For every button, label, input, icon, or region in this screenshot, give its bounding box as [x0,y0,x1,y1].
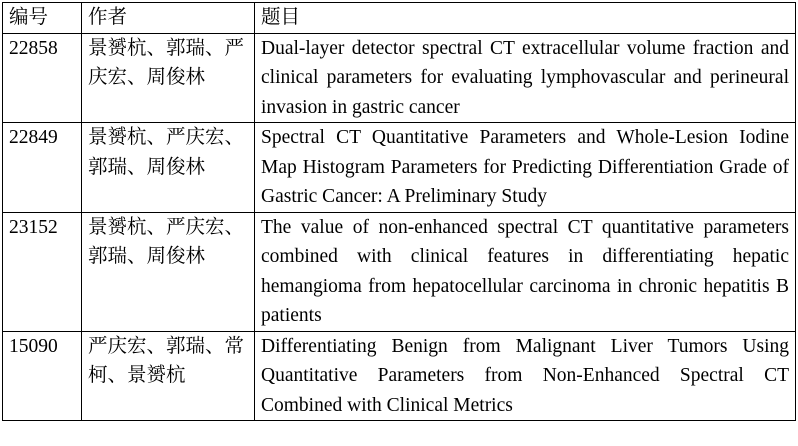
paper-id: 15090 [3,331,82,421]
paper-title: Dual-layer detector spectral CT extracellular volume fraction and clinical parameters for evaluating lymphovascular and perineural invasion in gastric cancer [255,33,796,123]
table-row [3,331,796,421]
paper-table [2,2,796,421]
table-row [3,33,796,123]
header-id: 编号 [3,3,82,34]
header-title: 题目 [255,3,796,34]
table-row [3,212,796,331]
paper-title: The value of non-enhanced spectral CT quantitative parameters combined with clinical features in differentiating hepatic hemangioma from hepatocellular carcinoma in chronic hepatitis B patients [255,212,796,331]
paper-title: Spectral CT Quantitative Parameters and Whole-Lesion Iodine Map Histogram Parameters for Predicting Differentiation Grade of Gastric Cancer: A Preliminary Study [255,123,796,213]
table-row [3,123,796,213]
paper-authors: 景赟杭、郭瑞、严庆宏、周俊林 [82,33,255,123]
paper-authors: 严庆宏、郭瑞、常柯、景赟杭 [82,331,255,421]
paper-id: 22849 [3,123,82,213]
paper-title: Differentiating Benign from Malignant Liver Tumors Using Quantitative Parameters from Non-Enhanced Spectral CT Combined with Clinical Metrics [255,331,796,421]
paper-id: 22858 [3,33,82,123]
paper-id: 23152 [3,212,82,331]
paper-authors: 景赟杭、严庆宏、郭瑞、周俊林 [82,212,255,331]
header-authors: 作者 [82,3,255,34]
paper-authors: 景赟杭、严庆宏、郭瑞、周俊林 [82,123,255,213]
table-header-row [3,3,796,34]
